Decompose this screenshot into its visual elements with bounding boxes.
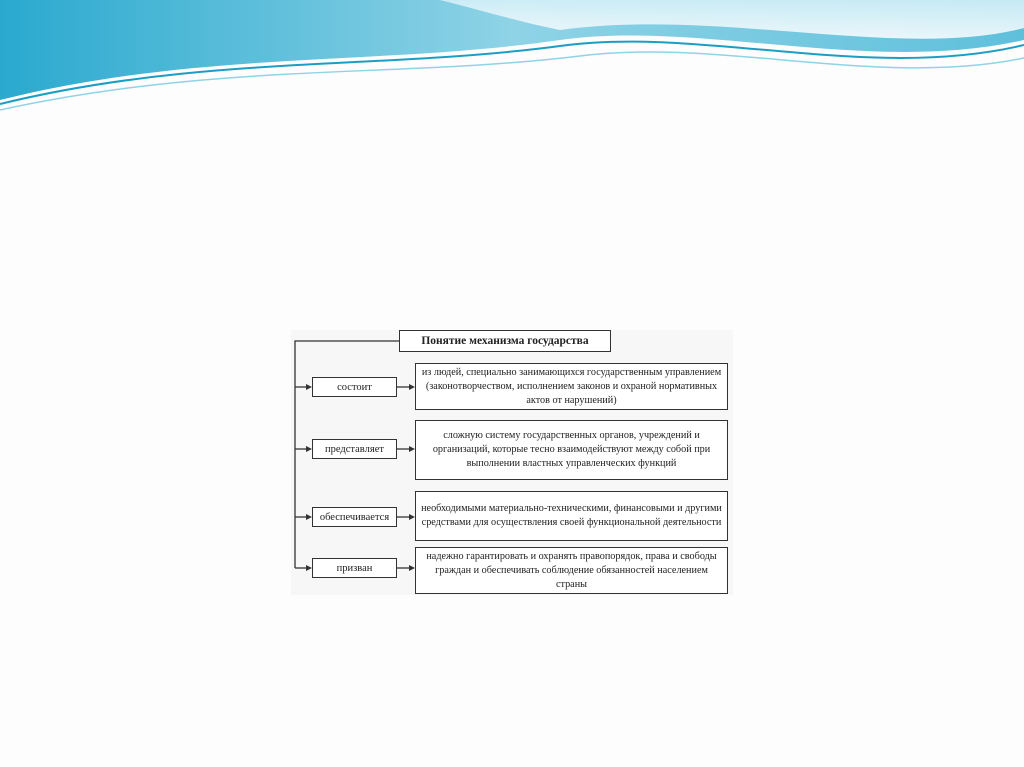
wave-header-decoration [0,0,1024,115]
verb-box-4: призван [312,558,397,578]
description-box-4: надежно гарантировать и охранять правопорядок, права и свободы граждан и обеспечивать соблюдение обязанностей населением страны [415,547,728,594]
verb-box-3: обеспечивается [312,507,397,527]
description-box-3: необходимыми материально-техническими, финансовыми и другими средствами для осуществления своей функциональной деятельности [415,491,728,541]
verb-box-2: представляет [312,439,397,459]
description-box-1: из людей, специально занимающихся государственным управлением (законотворчеством, исполнением законов и охраной нормативных актов от нарушений) [415,363,728,410]
description-box-2: сложную систему государственных органов, учреждений и организаций, которые тесно взаимодействуют между собой при выполнении властных управленческих функций [415,420,728,480]
verb-box-1: состоит [312,377,397,397]
mechanism-diagram [291,330,733,595]
diagram-title: Понятие механизма государства [399,330,611,352]
